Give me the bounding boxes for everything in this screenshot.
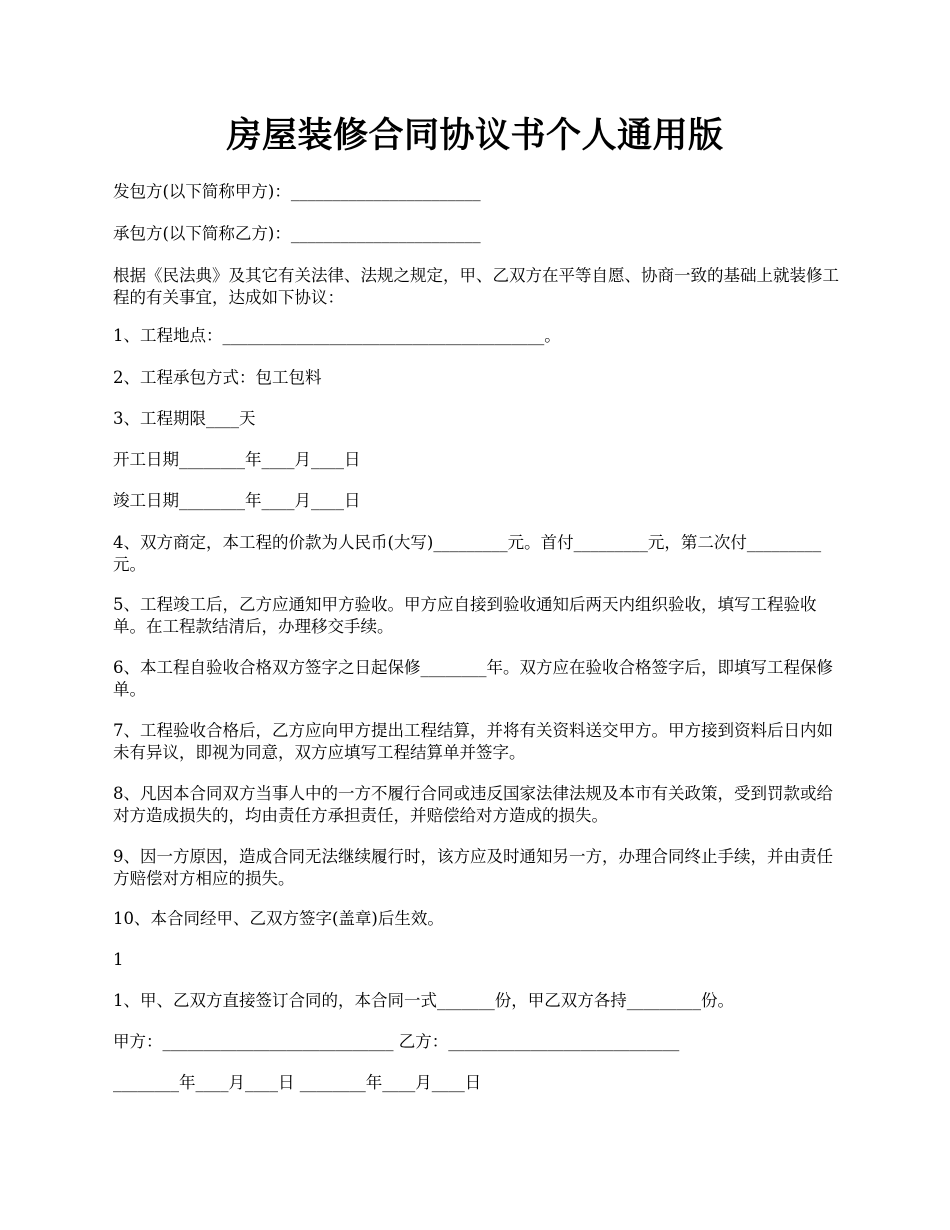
clause-6-warranty: 6、本工程自验收合格双方签字之日起保修________年。双方应在验收合格签字后，即填写工程保修单。 [113,658,833,699]
clause-1-location: 1、工程地点：_______________________________________。 [113,326,561,345]
clause-8-liability: 8、凡因本合同双方当事人中的一方不履行合同或违反国家法律法规及本市有关政策，受到罚款或给对方造成损失的，均由责任方承担责任，并赔偿给对方造成的损失。 [113,784,833,825]
party-b-line: 承包方(以下简称乙方)：_______________________ [113,224,481,243]
preamble-paragraph: 根据《民法典》及其它有关法律、法规之规定，甲、乙双方在平等自愿、协商一致的基础上就装修工程的有关事宜，达成如下协议： [113,266,839,307]
document-title: 房屋装修合同协议书个人通用版 [226,115,724,156]
clause-2-contract-mode: 2、工程承包方式：包工包料 [113,368,322,387]
completion-date-line: 竣工日期________年____月____日 [113,491,361,510]
start-date-line: 开工日期________年____月____日 [113,450,361,469]
party-a-line: 发包方(以下简称甲方)：_______________________ [113,182,481,201]
clause-9-termination: 9、因一方原因，造成合同无法继续履行时，该方应及时通知另一方，办理合同终止手续，并由责任方赔偿对方相应的损失。 [113,847,833,888]
signature-line: 甲方：____________________________ 乙方：____________________________ [113,1032,680,1051]
page-number: 1 [113,950,124,969]
signature-date-line: ________年____月____日 ________年____月____日 [113,1073,482,1092]
clause-3-duration: 3、工程期限____天 [113,409,256,428]
clause-10-effect: 10、本合同经甲、乙双方签字(盖章)后生效。 [113,909,444,928]
clause-4-price: 4、双方商定，本工程的价款为人民币(大写)_________元。首付_________元，第二次付_________元。 [113,533,822,574]
clause-7-settlement: 7、工程验收合格后，乙方应向甲方提出工程结算，并将有关资料送交甲方。甲方接到资料后日内如未有异议，即视为同意，双方应填写工程结算单并签字。 [113,721,833,762]
copies-clause: 1、甲、乙双方直接签订合同的，本合同一式_______份，甲乙双方各持_________份。 [113,991,734,1010]
clause-5-acceptance: 5、工程竣工后，乙方应通知甲方验收。甲方应自接到验收通知后两天内组织验收，填写工程验收单。在工程款结清后，办理移交手续。 [113,595,817,636]
